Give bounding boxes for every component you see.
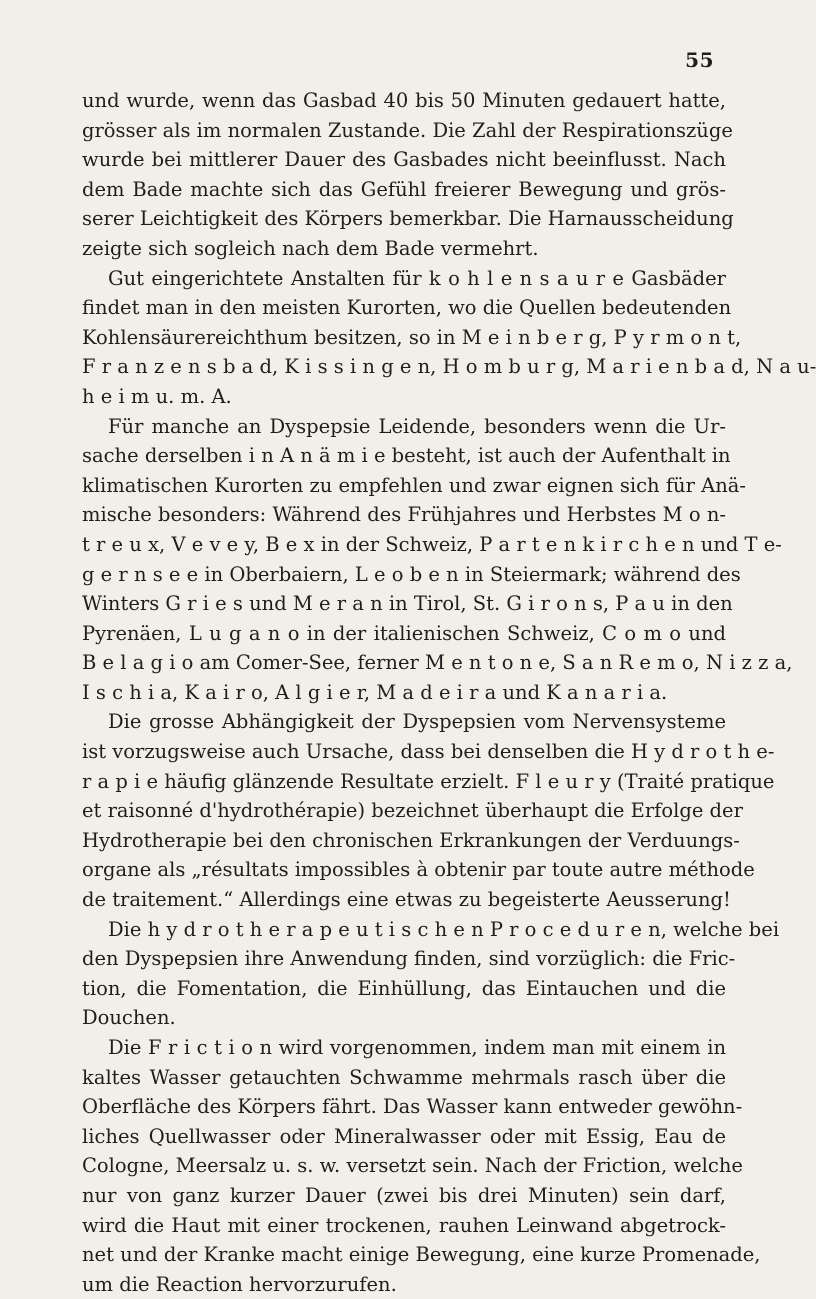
text-line: Oberfläche des Körpers fährt. Das Wasser kann entweder gewöhn- [82,1095,743,1119]
text-line: dem Bade machte sich das Gefühl freierer Bewegung und grös- [82,177,726,201]
text-line: nur von ganz kurzer Dauer (zwei bis drei Minuten) sein darf, [82,1183,726,1207]
text-line: Die grosse Abhängigkeit der Dyspepsien vom Nervensysteme [108,710,726,734]
body-text [82,86,816,1299]
text-line: und wurde, wenn das Gasbad 40 bis 50 Minuten gedauert hatte, [82,89,726,112]
text-line: kaltes Wasser getauchten Schwamme mehrmals rasch über die [82,1065,726,1089]
text-line: h e i m u. m. A. [82,384,232,408]
text-line: de traitement.“ Allerdings eine etwas zu begeisterte Aeusserung! [82,888,731,912]
text-line: B e l a g i o am Comer-See, ferner M e n t o n e, S a n R e m o, N i z z a, [82,651,793,675]
text-line: Die F r i c t i o n wird vorgenommen, indem man mit einem in [108,1036,726,1059]
text-line: serer Leichtigkeit des Körpers bemerkbar. Die Harnausscheidung [82,207,734,231]
text-line: Für manche an Dyspepsie Leidende, besonders wenn die Ur- [108,414,726,438]
text-line: et raisonné d'hydrothérapie) bezeichnet überhaupt die Erfolge der [82,799,743,823]
text-line: g e r n s e e in Oberbaiern, L e o b e n in Steiermark; während des [82,562,741,586]
text-line: liches Quellwasser oder Mineralwasser oder mit Essig, Eau de [82,1124,726,1148]
text-line: klimatischen Kurorten zu empfehlen und zwar eignen sich für Anä- [82,473,746,497]
text-line: Die h y d r o t h e r a p e u t i s c h e n P r o c e d u r e n, welche bei [108,917,780,941]
text-line: Hydrotherapie bei den chronischen Erkrankungen der Verduungs- [82,828,740,852]
text-line: um die Reaction hervorzurufen. [82,1272,397,1296]
text-line: Winters G r i e s und M e r a n in Tirol, St. G i r o n s, P a u in den [82,592,733,616]
text-line: Kohlensäurereichthum besitzen, so in M e i n b e r g, P y r m o n t, [82,325,742,349]
text-line: Cologne, Meersalz u. s. w. versetzt sein. Nach der Friction, welche [82,1154,743,1178]
text-line: findet man in den meisten Kurorten, wo die Quellen bedeutenden [82,296,732,320]
text-line: Pyrenäen, L u g a n o in der italienischen Schweiz, C o m o und [82,621,726,645]
text-line: tion, die Fomentation, die Einhüllung, das Eintauchen und die [82,976,726,1000]
text-line: mische besonders: Während des Frühjahres und Herbstes M o n- [82,503,726,527]
text-line: ist vorzugsweise auch Ursache, dass bei denselben die H y d r o t h e- [82,740,775,764]
text-line: Gut eingerichtete Anstalten für k o h l e n s a u r e Gasbäder [108,266,726,290]
text-line: wird die Haut mit einer trockenen, rauhen Leinwand abgetrock- [82,1213,726,1237]
text-line: I s c h i a, K a i r o, A l g i e r, M a d e i r a und K a n a r i a. [82,680,668,704]
text-line: t r e u x, V e v e y, B e x in der Schweiz, P a r t e n k i r c h e n und T e- [82,532,782,556]
text-line: sache derselben i n A n ä m i e besteht, ist auch der Aufenthalt in [82,444,731,468]
text-line: organe als „résultats impossibles à obtenir par toute autre méthode [82,858,755,882]
text-line: net und der Kranke macht einige Bewegung, eine kurze Promenade, [82,1243,761,1267]
text-line: zeigte sich sogleich nach dem Bade vermehrt. [82,236,539,260]
text-line: r a p i e häufig glänzende Resultate erzielt. F l e u r y (Traité pratique [82,769,775,793]
page-number: 55 [685,48,714,72]
text-line: F r a n z e n s b a d, K i s s i n g e n, H o m b u r g, M a r i e n b a d, N a u- [82,355,816,379]
text-line: den Dyspepsien ihre Anwendung finden, sind vorzüglich: die Fric- [82,947,736,971]
text-line: wurde bei mittlerer Dauer des Gasbades nicht beeinflusst. Nach [82,148,726,172]
text-line: Douchen. [82,1006,176,1030]
text-line: grösser als im normalen Zustande. Die Zahl der Respirationszüge [82,118,733,142]
